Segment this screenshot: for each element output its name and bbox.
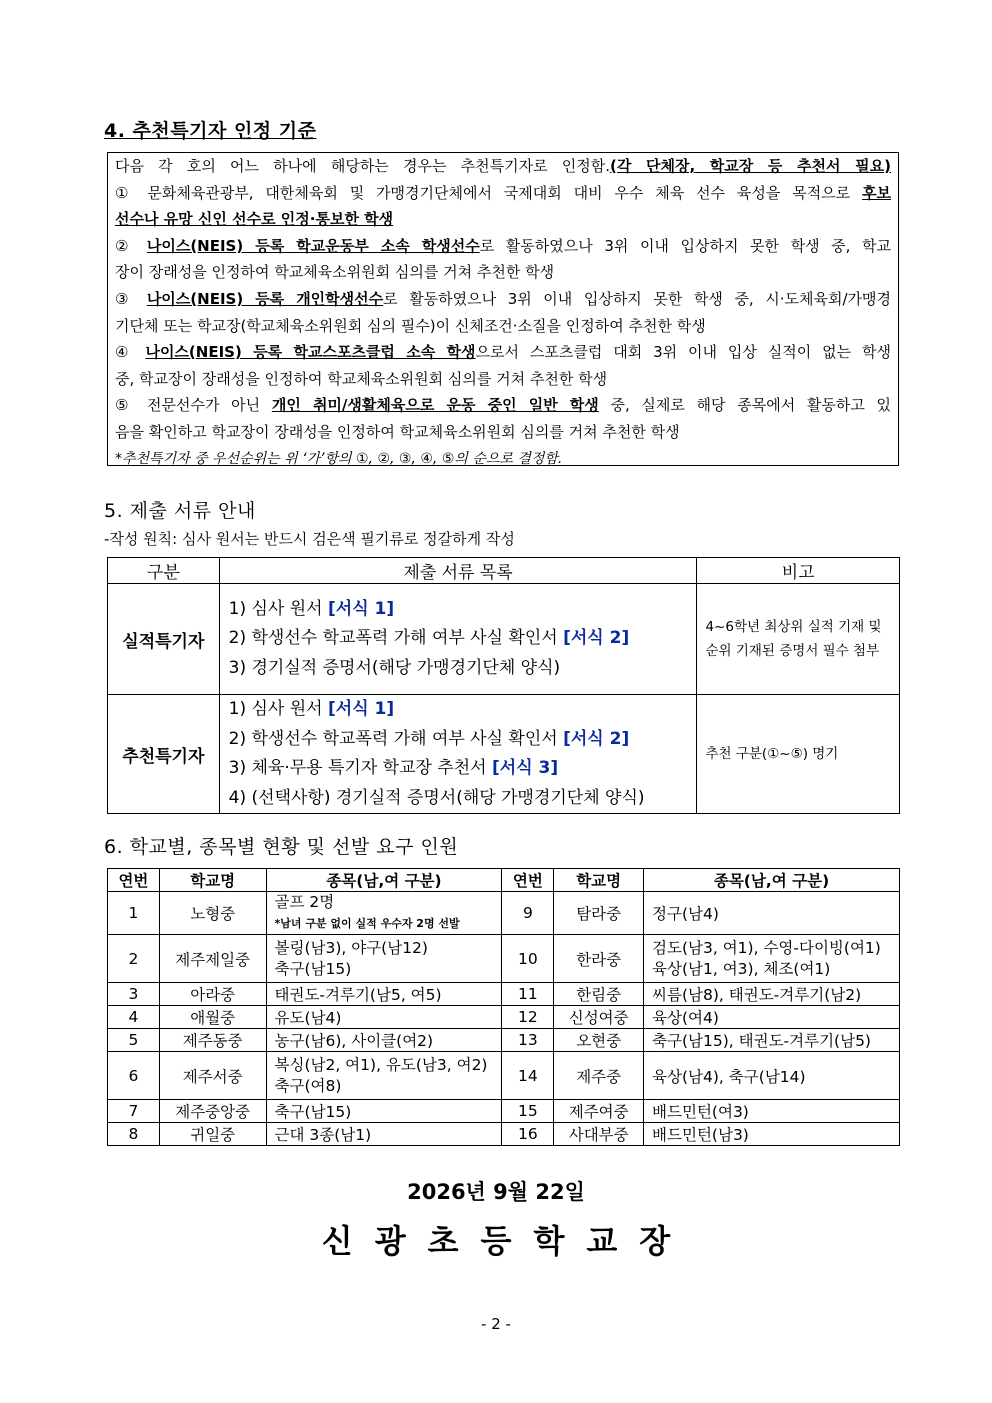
table-row: 5 제주동중 농구(남6), 사이클(여2) 13 오현중 축구(남15), 태권도-겨루기(남5) xyxy=(108,1029,900,1052)
category-cell: 실적특기자 xyxy=(108,584,220,695)
document-item: 4) (선택사항) 경기실적 증명서(해당 가맹경기단체 양식) xyxy=(228,787,645,808)
remarks-cell: 4~6학년 최상위 실적 기재 및 순위 기재된 증명서 필수 첨부 xyxy=(697,584,900,695)
table-row: 1 노형중 골프 2명 *남녀 구분 없이 실적 우수자 2명 선발 9 탐라중 정구(남4) xyxy=(108,892,900,935)
criteria-item-2-cont: 장이 장래성을 인정하여 학교체육소위원회 심의를 거쳐 추천한 학생 xyxy=(115,263,555,282)
table-row xyxy=(108,695,900,814)
criteria-item-1-cont: 선수나 유망 신인 선수로 인정·통보한 학생 xyxy=(115,210,394,229)
header-no: 연번 xyxy=(502,869,554,892)
header-school: 학교명 xyxy=(159,869,266,892)
document-item: 2) 학생선수 학교폭력 가해 여부 사실 확인서 [서식 2] xyxy=(228,728,630,749)
table-row: 7 제주중앙중 축구(남15) 15 제주여중 배드민턴(여3) xyxy=(108,1100,900,1123)
header-events: 종목(남,여 구분) xyxy=(266,869,502,892)
criteria-item-5-cont: 음을 확인하고 학교장이 장래성을 인정하여 학교체육소위원회 심의를 거쳐 추천한 학생 xyxy=(115,422,680,441)
section6-heading: 6. 학교별, 종목별 현황 및 선발 요구 인원 xyxy=(104,836,459,858)
criteria-item-2: ② 나이스(NEIS) 등록 학교운동부 소속 학생선수로 활동하였으나 3위 이내 입상하지 못한 학생 중, 학교 xyxy=(115,236,891,255)
table-row: 6 제주서중 복싱(남2, 여1), 유도(남3, 여2) 축구(여8) 14 제주중 육상(남4), 축구(남14) xyxy=(108,1052,900,1100)
document-date: 2026년 9월 22일 xyxy=(407,1180,585,1204)
document-item: 1) 심사 원서 [서식 1] xyxy=(228,598,395,619)
table-row: 4 애월중 유도(남4) 12 신성여중 육상(여4) xyxy=(108,1006,900,1029)
document-item: 3) 경기실적 증명서(해당 가맹경기단체 양식) xyxy=(228,657,561,678)
criteria-item-4-cont: 중, 학교장이 장래성을 인정하여 학교체육소위원회 심의를 거쳐 추천한 학생 xyxy=(115,369,608,388)
school-table-header xyxy=(108,869,900,892)
document-item: 1) 심사 원서 [서식 1] xyxy=(228,699,395,719)
table-row: 8 귀일중 근대 3종(남1) 16 사대부중 배드민턴(남3) xyxy=(108,1123,900,1146)
header-no: 연번 xyxy=(108,869,160,892)
page-number: - 2 - xyxy=(481,1315,511,1333)
writing-principle: -작성 원칙: 심사 원서는 반드시 검은색 필기류로 정갈하게 작성 xyxy=(104,530,515,548)
school-sports-table xyxy=(107,868,900,1146)
criteria-intro: 다음 각 호의 어느 하나에 해당하는 경우는 추천특기자로 인정함.(각 단체장, 학교장 등 추천서 필요) xyxy=(115,157,891,175)
criteria-item-5: ⑤ 전문선수가 아닌 개인 취미/생활체육으로 운동 중인 일반 학생 중, 실제로 해당 종목에서 활동하고 있 xyxy=(115,396,891,415)
header-school: 학교명 xyxy=(554,869,644,892)
criteria-priority-note: *추천특기자 중 우선순위는 위 ‘가’항의 ①, ②, ③, ④, ⑤의 순으로 결정함. xyxy=(115,450,563,467)
criteria-item-3: ③ 나이스(NEIS) 등록 개인학생선수로 활동하였으나 3위 이내 입상하지 못한 학생 중, 시·도체육회/가맹경 xyxy=(115,289,891,308)
documents-cell xyxy=(219,695,697,814)
category-cell: 추천특기자 xyxy=(108,695,220,814)
document-item: 2) 학생선수 학교폭력 가해 여부 사실 확인서 [서식 2] xyxy=(228,628,630,649)
table-row: 2 제주제일중 볼링(남3), 야구(남12) 축구(남15) 10 한라중 검도(남3, 여1), 수영-다이빙(여1) 육상(남1, 여3), 체조(여1) xyxy=(108,935,900,983)
header-events: 종목(남,여 구분) xyxy=(644,869,900,892)
documents-cell xyxy=(219,584,697,695)
section4-heading: 4. 추천특기자 인정 기준 xyxy=(104,120,317,142)
header-remarks: 비고 xyxy=(697,558,900,584)
principal-signature: 신광초등학교장 xyxy=(321,1222,693,1260)
header-category: 구분 xyxy=(108,558,220,584)
document-item: 3) 체육·무용 특기자 학교장 추천서 [서식 3] xyxy=(228,758,559,778)
table-row: 3 아라중 태권도-겨루기(남5, 여5) 11 한림중 씨름(남8), 태권도-겨루기(남2) xyxy=(108,983,900,1006)
recommendation-criteria-box xyxy=(107,152,899,466)
table-row xyxy=(108,584,900,695)
documents-table xyxy=(107,557,900,814)
criteria-item-1: ① 문화체육관광부, 대한체육회 및 가맹경기단체에서 국제대회 대비 우수 체육 선수 육성을 목적으로 후보 xyxy=(115,183,891,202)
section5-heading: 5. 제출 서류 안내 xyxy=(104,500,256,522)
header-documents: 제출 서류 목록 xyxy=(219,558,697,584)
documents-table-header xyxy=(108,558,900,584)
criteria-item-4: ④ 나이스(NEIS) 등록 학교스포츠클럽 소속 학생으로서 스포츠클럽 대회 3위 이내 입상 실적이 없는 학생 xyxy=(115,343,891,362)
remarks-cell: 추천 구분(①~⑤) 명기 xyxy=(697,695,900,814)
criteria-item-3-cont: 기단체 또는 학교장(학교체육소위원회 심의 필수)이 신체조건·소질을 인정하여 추천한 학생 xyxy=(115,316,706,335)
